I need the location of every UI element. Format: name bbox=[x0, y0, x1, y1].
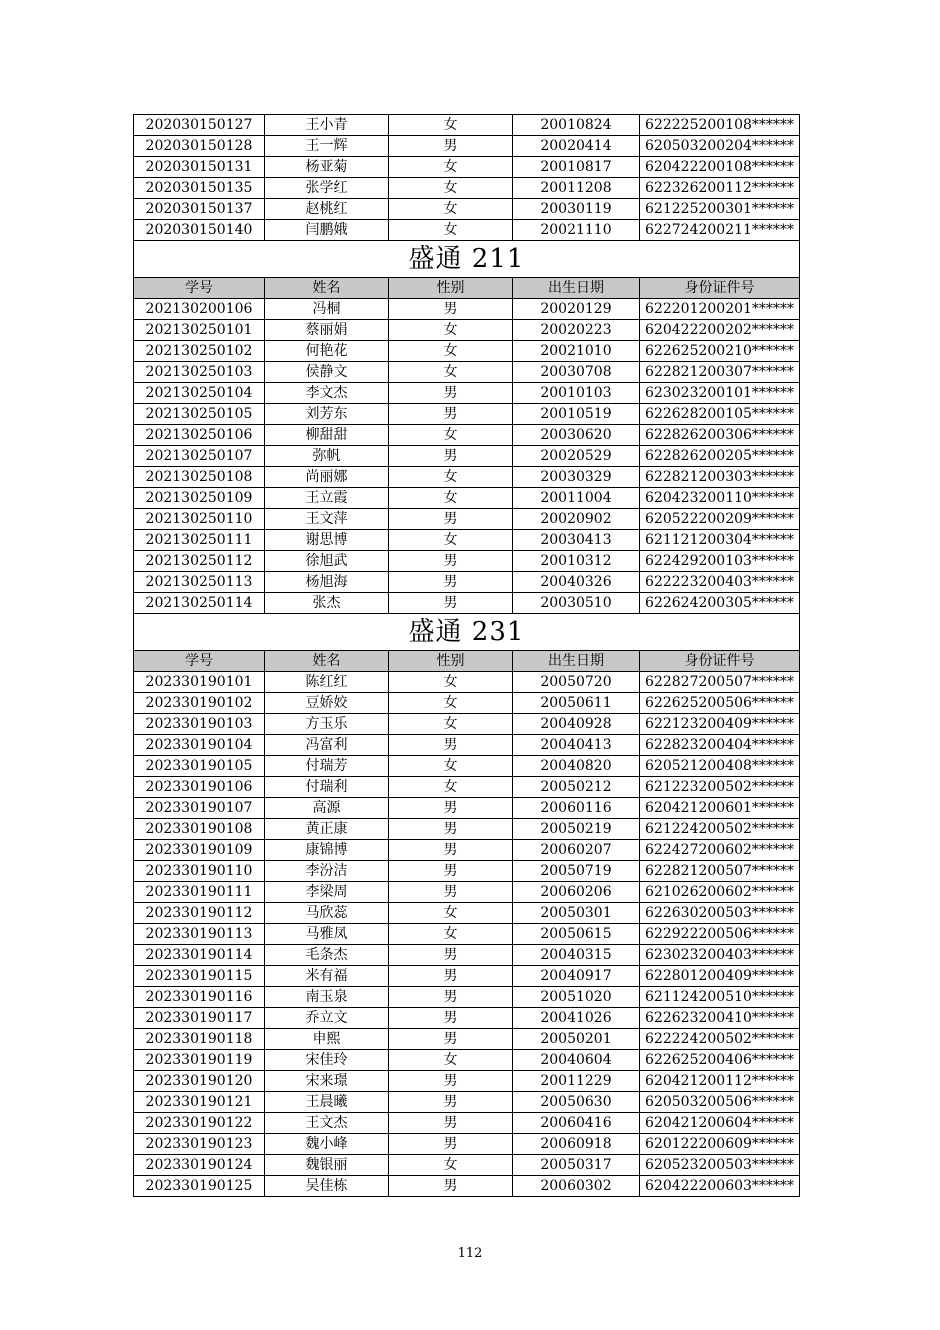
student-id-cell: 202330190109 bbox=[134, 840, 265, 861]
name-cell: 方玉乐 bbox=[265, 714, 389, 735]
id-number-cell: 622821200307****** bbox=[640, 362, 800, 383]
student-id-cell: 202330190108 bbox=[134, 819, 265, 840]
table-row bbox=[134, 987, 800, 1008]
birth-date-cell: 20030119 bbox=[513, 199, 640, 220]
birth-date-cell: 20050219 bbox=[513, 819, 640, 840]
student-id-cell: 202330190106 bbox=[134, 777, 265, 798]
gender-cell: 男 bbox=[389, 446, 513, 467]
name-cell: 谢思博 bbox=[265, 530, 389, 551]
table-row bbox=[134, 840, 800, 861]
name-cell: 申熙 bbox=[265, 1029, 389, 1050]
name-cell: 付瑞利 bbox=[265, 777, 389, 798]
gender-cell: 男 bbox=[389, 1176, 513, 1197]
id-number-cell: 620421200604****** bbox=[640, 1113, 800, 1134]
birth-date-cell: 20010817 bbox=[513, 157, 640, 178]
gender-cell: 女 bbox=[389, 220, 513, 241]
column-header-birth-date: 出生日期 bbox=[513, 278, 640, 299]
table-row bbox=[134, 1176, 800, 1197]
student-id-cell: 202330190121 bbox=[134, 1092, 265, 1113]
id-number-cell: 622821200303****** bbox=[640, 467, 800, 488]
gender-cell: 男 bbox=[389, 1092, 513, 1113]
student-id-cell: 202030150137 bbox=[134, 199, 265, 220]
gender-cell: 女 bbox=[389, 693, 513, 714]
name-cell: 徐旭武 bbox=[265, 551, 389, 572]
gender-cell: 女 bbox=[389, 320, 513, 341]
student-roster bbox=[133, 114, 796, 1197]
table-row bbox=[134, 115, 800, 136]
birth-date-cell: 20010312 bbox=[513, 551, 640, 572]
class-section-title-row bbox=[134, 241, 800, 278]
name-cell: 冯富利 bbox=[265, 735, 389, 756]
gender-cell: 男 bbox=[389, 136, 513, 157]
birth-date-cell: 20050201 bbox=[513, 1029, 640, 1050]
student-id-cell: 202330190119 bbox=[134, 1050, 265, 1071]
gender-cell: 女 bbox=[389, 672, 513, 693]
gender-cell: 男 bbox=[389, 1071, 513, 1092]
roster-table bbox=[133, 114, 800, 1197]
id-number-cell: 622625200406****** bbox=[640, 1050, 800, 1071]
birth-date-cell: 20040315 bbox=[513, 945, 640, 966]
column-header-name: 姓名 bbox=[265, 278, 389, 299]
name-cell: 付瑞芳 bbox=[265, 756, 389, 777]
student-id-cell: 202330190101 bbox=[134, 672, 265, 693]
birth-date-cell: 20010824 bbox=[513, 115, 640, 136]
table-row bbox=[134, 425, 800, 446]
id-number-cell: 620423200110****** bbox=[640, 488, 800, 509]
id-number-cell: 621224200502****** bbox=[640, 819, 800, 840]
student-id-cell: 202130250109 bbox=[134, 488, 265, 509]
student-id-cell: 202130250104 bbox=[134, 383, 265, 404]
gender-cell: 女 bbox=[389, 1155, 513, 1176]
gender-cell: 男 bbox=[389, 299, 513, 320]
student-id-cell: 202330190105 bbox=[134, 756, 265, 777]
gender-cell: 男 bbox=[389, 735, 513, 756]
name-cell: 何艳花 bbox=[265, 341, 389, 362]
birth-date-cell: 20020223 bbox=[513, 320, 640, 341]
gender-cell: 女 bbox=[389, 157, 513, 178]
student-id-cell: 202330190117 bbox=[134, 1008, 265, 1029]
gender-cell: 男 bbox=[389, 966, 513, 987]
class-section-title: 盛通 231 bbox=[134, 614, 800, 651]
table-row bbox=[134, 777, 800, 798]
gender-cell: 男 bbox=[389, 987, 513, 1008]
name-cell: 张杰 bbox=[265, 593, 389, 614]
birth-date-cell: 20050719 bbox=[513, 861, 640, 882]
birth-date-cell: 20030620 bbox=[513, 425, 640, 446]
id-number-cell: 623023200403****** bbox=[640, 945, 800, 966]
table-row bbox=[134, 756, 800, 777]
id-number-cell: 622823200404****** bbox=[640, 735, 800, 756]
id-number-cell: 620503200204****** bbox=[640, 136, 800, 157]
table-row bbox=[134, 693, 800, 714]
student-id-cell: 202130250114 bbox=[134, 593, 265, 614]
gender-cell: 女 bbox=[389, 777, 513, 798]
id-number-cell: 620503200506****** bbox=[640, 1092, 800, 1113]
name-cell: 闫鹏娥 bbox=[265, 220, 389, 241]
student-id-cell: 202330190116 bbox=[134, 987, 265, 1008]
name-cell: 张学红 bbox=[265, 178, 389, 199]
gender-cell: 男 bbox=[389, 819, 513, 840]
name-cell: 马雅凤 bbox=[265, 924, 389, 945]
student-id-cell: 202130250107 bbox=[134, 446, 265, 467]
column-header-gender: 性别 bbox=[389, 651, 513, 672]
table-row bbox=[134, 551, 800, 572]
birth-date-cell: 20020129 bbox=[513, 299, 640, 320]
birth-date-cell: 20011004 bbox=[513, 488, 640, 509]
id-number-cell: 622225200108****** bbox=[640, 115, 800, 136]
birth-date-cell: 20051020 bbox=[513, 987, 640, 1008]
name-cell: 赵桃红 bbox=[265, 199, 389, 220]
birth-date-cell: 20040326 bbox=[513, 572, 640, 593]
id-number-cell: 622826200306****** bbox=[640, 425, 800, 446]
table-row bbox=[134, 362, 800, 383]
student-id-cell: 202030150135 bbox=[134, 178, 265, 199]
gender-cell: 男 bbox=[389, 798, 513, 819]
birth-date-cell: 20020414 bbox=[513, 136, 640, 157]
student-id-cell: 202330190125 bbox=[134, 1176, 265, 1197]
student-id-cell: 202330190123 bbox=[134, 1134, 265, 1155]
name-cell: 王文杰 bbox=[265, 1113, 389, 1134]
id-number-cell: 622801200409****** bbox=[640, 966, 800, 987]
birth-date-cell: 20060302 bbox=[513, 1176, 640, 1197]
birth-date-cell: 20020902 bbox=[513, 509, 640, 530]
table-row bbox=[134, 798, 800, 819]
table-row bbox=[134, 1155, 800, 1176]
birth-date-cell: 20021010 bbox=[513, 341, 640, 362]
gender-cell: 女 bbox=[389, 178, 513, 199]
table-row bbox=[134, 488, 800, 509]
class-section-title: 盛通 211 bbox=[134, 241, 800, 278]
gender-cell: 男 bbox=[389, 840, 513, 861]
column-header-birth-date: 出生日期 bbox=[513, 651, 640, 672]
name-cell: 康锦博 bbox=[265, 840, 389, 861]
student-id-cell: 202330190124 bbox=[134, 1155, 265, 1176]
page-number: 112 bbox=[457, 1246, 483, 1261]
id-number-cell: 622630200503****** bbox=[640, 903, 800, 924]
name-cell: 蔡丽娟 bbox=[265, 320, 389, 341]
birth-date-cell: 20050611 bbox=[513, 693, 640, 714]
table-row bbox=[134, 178, 800, 199]
id-number-cell: 622201200201****** bbox=[640, 299, 800, 320]
id-number-cell: 623023200101****** bbox=[640, 383, 800, 404]
gender-cell: 女 bbox=[389, 467, 513, 488]
birth-date-cell: 20010519 bbox=[513, 404, 640, 425]
gender-cell: 男 bbox=[389, 572, 513, 593]
id-number-cell: 620421200112****** bbox=[640, 1071, 800, 1092]
table-row bbox=[134, 446, 800, 467]
table-row bbox=[134, 593, 800, 614]
student-id-cell: 202130250111 bbox=[134, 530, 265, 551]
table-row bbox=[134, 819, 800, 840]
student-id-cell: 202330190107 bbox=[134, 798, 265, 819]
table-row bbox=[134, 861, 800, 882]
gender-cell: 女 bbox=[389, 756, 513, 777]
id-number-cell: 622623200410****** bbox=[640, 1008, 800, 1029]
gender-cell: 男 bbox=[389, 1029, 513, 1050]
student-id-cell: 202330190114 bbox=[134, 945, 265, 966]
student-id-cell: 202330190122 bbox=[134, 1113, 265, 1134]
name-cell: 黄正康 bbox=[265, 819, 389, 840]
birth-date-cell: 20050317 bbox=[513, 1155, 640, 1176]
student-id-cell: 202330190102 bbox=[134, 693, 265, 714]
table-row bbox=[134, 320, 800, 341]
gender-cell: 女 bbox=[389, 714, 513, 735]
name-cell: 南玉泉 bbox=[265, 987, 389, 1008]
birth-date-cell: 20020529 bbox=[513, 446, 640, 467]
column-header-name: 姓名 bbox=[265, 651, 389, 672]
table-row bbox=[134, 882, 800, 903]
name-cell: 王文萍 bbox=[265, 509, 389, 530]
gender-cell: 女 bbox=[389, 362, 513, 383]
name-cell: 米有福 bbox=[265, 966, 389, 987]
table-header-row bbox=[134, 651, 800, 672]
gender-cell: 女 bbox=[389, 488, 513, 509]
table-row bbox=[134, 1050, 800, 1071]
student-id-cell: 202130250103 bbox=[134, 362, 265, 383]
gender-cell: 男 bbox=[389, 861, 513, 882]
column-header-student-id: 学号 bbox=[134, 651, 265, 672]
birth-date-cell: 20040928 bbox=[513, 714, 640, 735]
gender-cell: 女 bbox=[389, 903, 513, 924]
id-number-cell: 622827200507****** bbox=[640, 672, 800, 693]
student-id-cell: 202030150140 bbox=[134, 220, 265, 241]
name-cell: 魏银丽 bbox=[265, 1155, 389, 1176]
name-cell: 王一辉 bbox=[265, 136, 389, 157]
table-row bbox=[134, 1008, 800, 1029]
birth-date-cell: 20050212 bbox=[513, 777, 640, 798]
id-number-cell: 620522200209****** bbox=[640, 509, 800, 530]
id-number-cell: 620523200503****** bbox=[640, 1155, 800, 1176]
table-row bbox=[134, 1071, 800, 1092]
table-row bbox=[134, 136, 800, 157]
table-row bbox=[134, 467, 800, 488]
id-number-cell: 620521200408****** bbox=[640, 756, 800, 777]
table-row bbox=[134, 299, 800, 320]
birth-date-cell: 20060416 bbox=[513, 1113, 640, 1134]
table-row bbox=[134, 714, 800, 735]
table-row bbox=[134, 220, 800, 241]
student-id-cell: 202030150128 bbox=[134, 136, 265, 157]
birth-date-cell: 20060207 bbox=[513, 840, 640, 861]
table-row bbox=[134, 383, 800, 404]
birth-date-cell: 20040604 bbox=[513, 1050, 640, 1071]
name-cell: 毛条杰 bbox=[265, 945, 389, 966]
student-id-cell: 202330190120 bbox=[134, 1071, 265, 1092]
birth-date-cell: 20060116 bbox=[513, 798, 640, 819]
student-id-cell: 202130200106 bbox=[134, 299, 265, 320]
birth-date-cell: 20030708 bbox=[513, 362, 640, 383]
birth-date-cell: 20030413 bbox=[513, 530, 640, 551]
column-header-id-number: 身份证件号 bbox=[640, 651, 800, 672]
student-id-cell: 202330190112 bbox=[134, 903, 265, 924]
id-number-cell: 622326200112****** bbox=[640, 178, 800, 199]
birth-date-cell: 20050630 bbox=[513, 1092, 640, 1113]
table-row bbox=[134, 735, 800, 756]
roster-table-body bbox=[134, 115, 800, 1197]
name-cell: 王小青 bbox=[265, 115, 389, 136]
student-id-cell: 202130250106 bbox=[134, 425, 265, 446]
id-number-cell: 622821200507****** bbox=[640, 861, 800, 882]
id-number-cell: 620421200601****** bbox=[640, 798, 800, 819]
id-number-cell: 622724200211****** bbox=[640, 220, 800, 241]
birth-date-cell: 20050615 bbox=[513, 924, 640, 945]
birth-date-cell: 20050301 bbox=[513, 903, 640, 924]
id-number-cell: 622625200210****** bbox=[640, 341, 800, 362]
student-id-cell: 202330190104 bbox=[134, 735, 265, 756]
gender-cell: 女 bbox=[389, 115, 513, 136]
id-number-cell: 622826200205****** bbox=[640, 446, 800, 467]
student-id-cell: 202030150131 bbox=[134, 157, 265, 178]
student-id-cell: 202030150127 bbox=[134, 115, 265, 136]
table-row bbox=[134, 1029, 800, 1050]
birth-date-cell: 20030510 bbox=[513, 593, 640, 614]
birth-date-cell: 20060918 bbox=[513, 1134, 640, 1155]
id-number-cell: 620122200609****** bbox=[640, 1134, 800, 1155]
table-header-row bbox=[134, 278, 800, 299]
table-row bbox=[134, 1134, 800, 1155]
table-row bbox=[134, 404, 800, 425]
name-cell: 李文杰 bbox=[265, 383, 389, 404]
birth-date-cell: 20040917 bbox=[513, 966, 640, 987]
id-number-cell: 622223200403****** bbox=[640, 572, 800, 593]
id-number-cell: 622429200103****** bbox=[640, 551, 800, 572]
student-id-cell: 202330190118 bbox=[134, 1029, 265, 1050]
student-id-cell: 202130250112 bbox=[134, 551, 265, 572]
birth-date-cell: 20041026 bbox=[513, 1008, 640, 1029]
student-id-cell: 202330190111 bbox=[134, 882, 265, 903]
table-row bbox=[134, 572, 800, 593]
gender-cell: 男 bbox=[389, 1113, 513, 1134]
name-cell: 柳甜甜 bbox=[265, 425, 389, 446]
gender-cell: 女 bbox=[389, 1050, 513, 1071]
name-cell: 豆娇姣 bbox=[265, 693, 389, 714]
name-cell: 宋佳玲 bbox=[265, 1050, 389, 1071]
id-number-cell: 621225200301****** bbox=[640, 199, 800, 220]
name-cell: 乔立文 bbox=[265, 1008, 389, 1029]
name-cell: 李汾洁 bbox=[265, 861, 389, 882]
id-number-cell: 622922200506****** bbox=[640, 924, 800, 945]
gender-cell: 男 bbox=[389, 509, 513, 530]
id-number-cell: 622224200502****** bbox=[640, 1029, 800, 1050]
student-id-cell: 202330190103 bbox=[134, 714, 265, 735]
name-cell: 吴佳栋 bbox=[265, 1176, 389, 1197]
id-number-cell: 621026200602****** bbox=[640, 882, 800, 903]
birth-date-cell: 20010103 bbox=[513, 383, 640, 404]
table-row bbox=[134, 341, 800, 362]
table-row bbox=[134, 199, 800, 220]
student-id-cell: 202330190115 bbox=[134, 966, 265, 987]
table-row bbox=[134, 1092, 800, 1113]
id-number-cell: 621121200304****** bbox=[640, 530, 800, 551]
name-cell: 马欣蕊 bbox=[265, 903, 389, 924]
id-number-cell: 620422200202****** bbox=[640, 320, 800, 341]
student-id-cell: 202130250108 bbox=[134, 467, 265, 488]
id-number-cell: 622625200506****** bbox=[640, 693, 800, 714]
name-cell: 侯静文 bbox=[265, 362, 389, 383]
table-row bbox=[134, 924, 800, 945]
gender-cell: 女 bbox=[389, 341, 513, 362]
id-number-cell: 620422200603****** bbox=[640, 1176, 800, 1197]
gender-cell: 男 bbox=[389, 551, 513, 572]
class-section-title-row bbox=[134, 614, 800, 651]
gender-cell: 男 bbox=[389, 1134, 513, 1155]
id-number-cell: 620422200108****** bbox=[640, 157, 800, 178]
name-cell: 杨旭海 bbox=[265, 572, 389, 593]
name-cell: 王立霞 bbox=[265, 488, 389, 509]
id-number-cell: 621223200502****** bbox=[640, 777, 800, 798]
gender-cell: 女 bbox=[389, 199, 513, 220]
gender-cell: 男 bbox=[389, 593, 513, 614]
name-cell: 弥帆 bbox=[265, 446, 389, 467]
id-number-cell: 622427200602****** bbox=[640, 840, 800, 861]
student-id-cell: 202130250113 bbox=[134, 572, 265, 593]
name-cell: 杨亚菊 bbox=[265, 157, 389, 178]
gender-cell: 男 bbox=[389, 1008, 513, 1029]
name-cell: 陈红红 bbox=[265, 672, 389, 693]
gender-cell: 男 bbox=[389, 383, 513, 404]
birth-date-cell: 20060206 bbox=[513, 882, 640, 903]
birth-date-cell: 20040413 bbox=[513, 735, 640, 756]
id-number-cell: 622123200409****** bbox=[640, 714, 800, 735]
birth-date-cell: 20030329 bbox=[513, 467, 640, 488]
column-header-student-id: 学号 bbox=[134, 278, 265, 299]
id-number-cell: 622624200305****** bbox=[640, 593, 800, 614]
name-cell: 高源 bbox=[265, 798, 389, 819]
name-cell: 王晨曦 bbox=[265, 1092, 389, 1113]
student-id-cell: 202130250102 bbox=[134, 341, 265, 362]
birth-date-cell: 20050720 bbox=[513, 672, 640, 693]
name-cell: 刘芳东 bbox=[265, 404, 389, 425]
column-header-gender: 性别 bbox=[389, 278, 513, 299]
id-number-cell: 622628200105****** bbox=[640, 404, 800, 425]
student-id-cell: 202330190110 bbox=[134, 861, 265, 882]
student-id-cell: 202330190113 bbox=[134, 924, 265, 945]
gender-cell: 女 bbox=[389, 425, 513, 446]
table-row bbox=[134, 509, 800, 530]
name-cell: 李梁周 bbox=[265, 882, 389, 903]
birth-date-cell: 20011208 bbox=[513, 178, 640, 199]
gender-cell: 男 bbox=[389, 404, 513, 425]
birth-date-cell: 20040820 bbox=[513, 756, 640, 777]
gender-cell: 女 bbox=[389, 530, 513, 551]
id-number-cell: 621124200510****** bbox=[640, 987, 800, 1008]
student-id-cell: 202130250105 bbox=[134, 404, 265, 425]
table-row bbox=[134, 157, 800, 178]
student-id-cell: 202130250101 bbox=[134, 320, 265, 341]
name-cell: 魏小峰 bbox=[265, 1134, 389, 1155]
birth-date-cell: 20011229 bbox=[513, 1071, 640, 1092]
table-row bbox=[134, 530, 800, 551]
table-row bbox=[134, 672, 800, 693]
name-cell: 尚丽娜 bbox=[265, 467, 389, 488]
table-row bbox=[134, 966, 800, 987]
name-cell: 冯桐 bbox=[265, 299, 389, 320]
table-row bbox=[134, 1113, 800, 1134]
table-row bbox=[134, 903, 800, 924]
gender-cell: 女 bbox=[389, 924, 513, 945]
student-id-cell: 202130250110 bbox=[134, 509, 265, 530]
column-header-id-number: 身份证件号 bbox=[640, 278, 800, 299]
name-cell: 宋来璟 bbox=[265, 1071, 389, 1092]
gender-cell: 男 bbox=[389, 945, 513, 966]
gender-cell: 男 bbox=[389, 882, 513, 903]
birth-date-cell: 20021110 bbox=[513, 220, 640, 241]
table-row bbox=[134, 945, 800, 966]
